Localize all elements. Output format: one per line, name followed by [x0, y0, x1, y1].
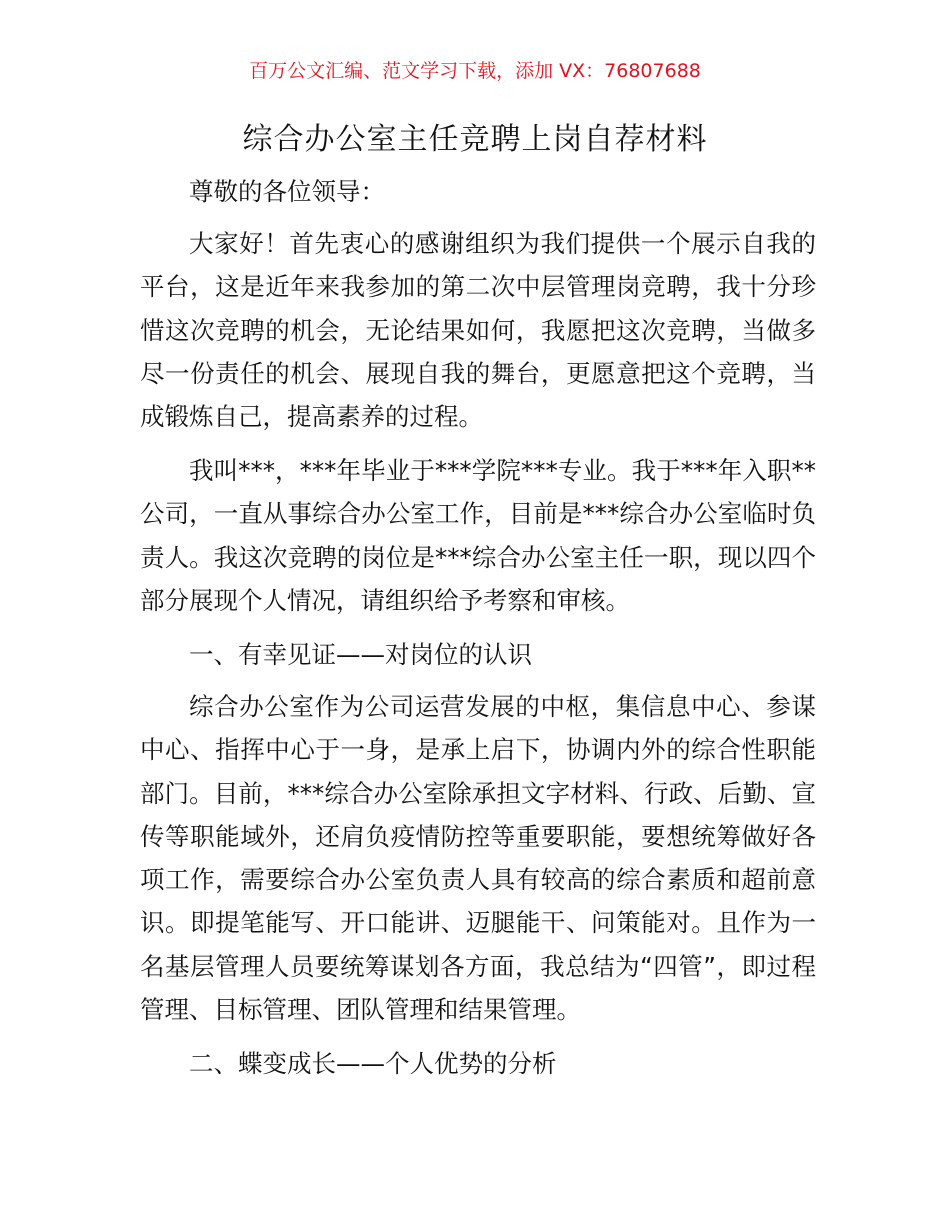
section-heading-2: 二、蝶变成长——个人优势的分析 — [189, 1049, 557, 1078]
salutation: 尊敬的各位领导： — [189, 177, 385, 206]
document-title: 综合办公室主任竞聘上岗自荐材料 — [242, 122, 708, 157]
paragraph-position-understanding: 综合办公室作为公司运营发展的中枢，集信息中心、参谋中心、指挥中心于一身，是承上启下，协调内外的综合性职能部门。目前，***综合办公室除承担文字材料、行政、后勤、宣传等职能域外，还肩负疫情防控等重要职能，要想统筹做好各项工作，需要综合办公室负责人具有较高的综合素质和超前意识。即提笔能写、开口能讲、迈腿能干、问策能对。且作为一名基层管理人员要统筹谋划各方面，我总结为“四管”，即过程管理、目标管理、团队管理和结果管理。 — [140, 692, 816, 1025]
paragraph-intro: 大家好！首先衷心的感谢组织为我们提供一个展示自我的平台，这是近年来我参加的第二次中层管理岗竞聘，我十分珍惜这次竞聘的机会，无论结果如何，我愿把这次竞聘，当做多尽一份责任的机会、展现自我的舞台，更愿意把这个竞聘，当成锻炼自己，提高素养的过程。 — [140, 229, 816, 432]
paragraph-self-introduction: 我叫***，***年毕业于***学院***专业。我于***年入职**公司，一直从事综合办公室工作，目前是***综合办公室临时负责人。我这次竞聘的岗位是***综合办公室主任一职，现以四个部分展现个人情况，请组织给予考察和审核。 — [140, 456, 816, 615]
section-heading-1: 一、有幸见证——对岗位的认识 — [189, 640, 532, 669]
promo-banner: 百万公文汇编、范文学习下载，添加 VX：76807688 — [249, 60, 701, 82]
